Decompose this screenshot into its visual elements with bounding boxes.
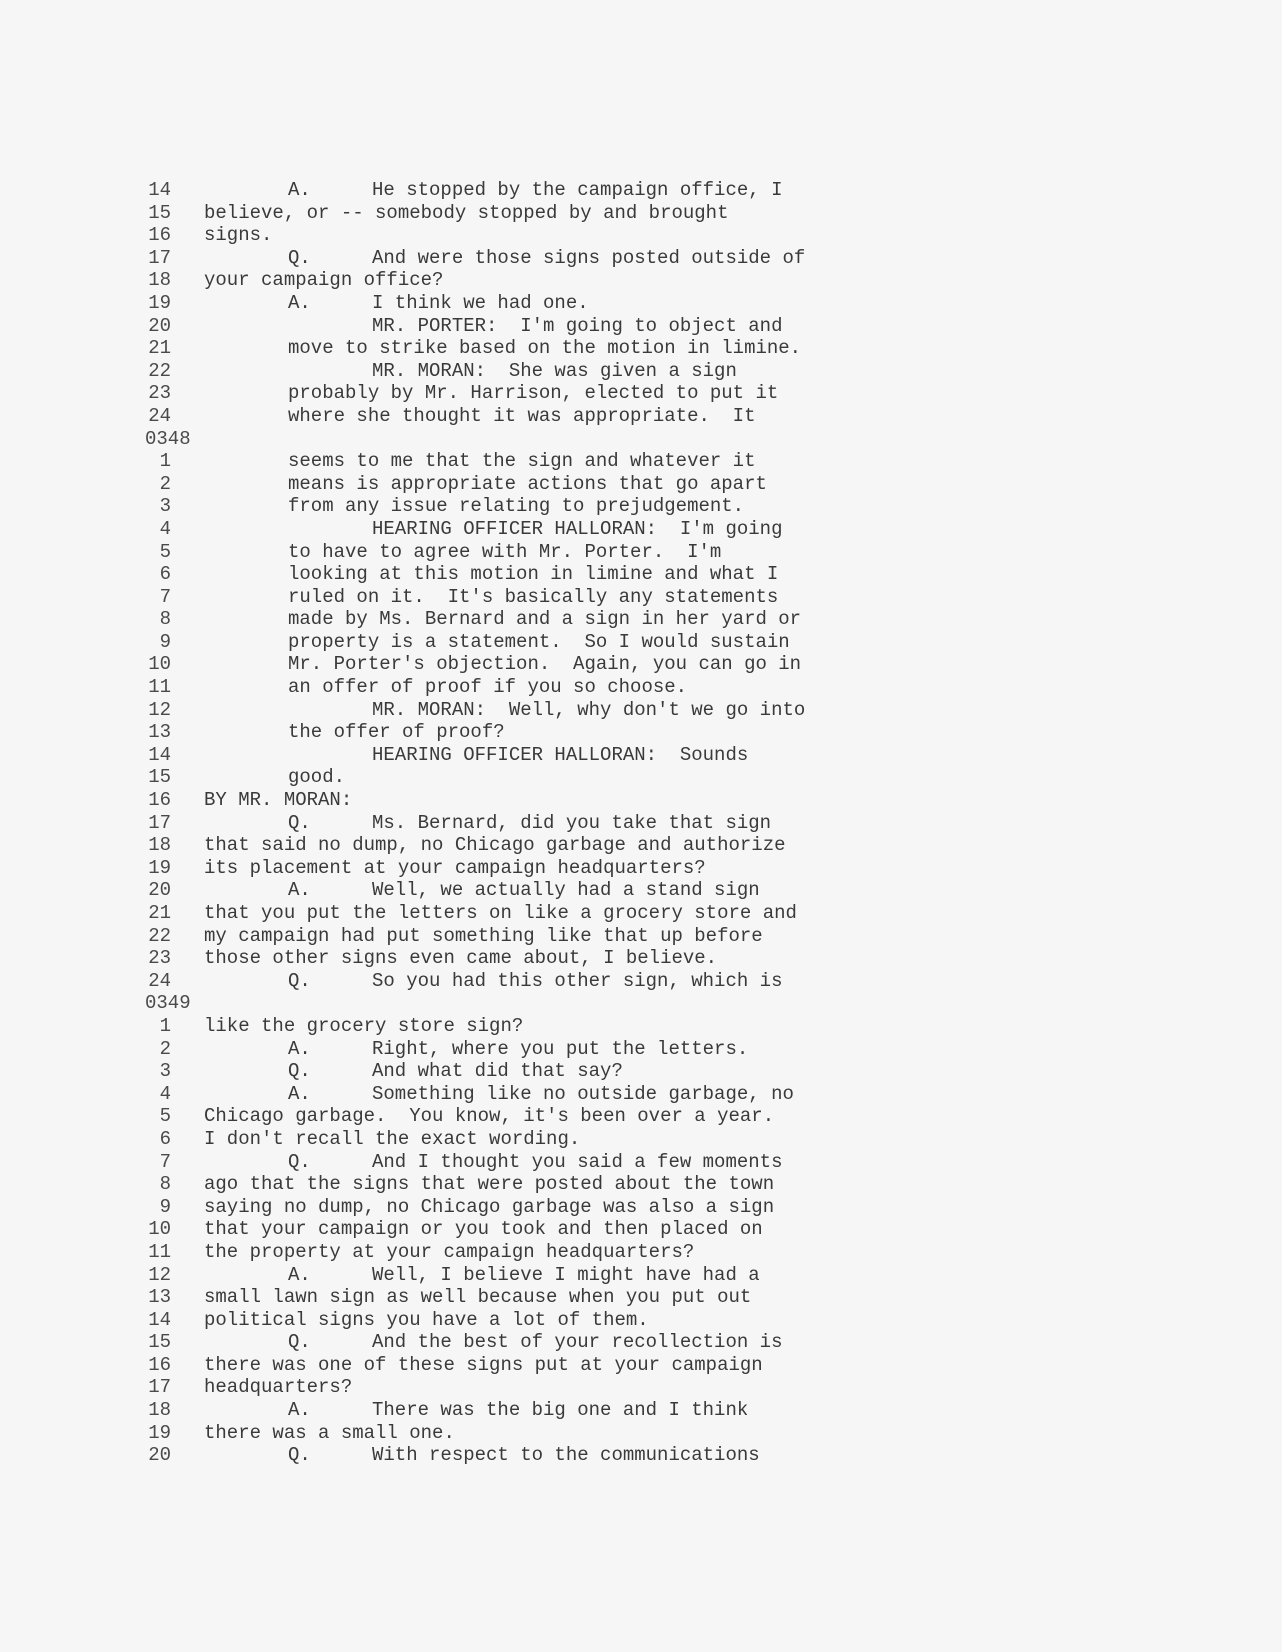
line-number: 18 [148,834,171,857]
line-text: believe, or -- somebody stopped by and brought [204,201,729,224]
colloquy-text: the offer of proof? [288,721,505,744]
line-number: 20 [148,1444,171,1467]
line-text: that your campaign or you took and then placed on [204,1218,763,1241]
transcript-line [145,1083,1145,1106]
line-number: 1 [159,1014,171,1037]
transcript-line [145,925,1145,948]
line-number: 19 [148,856,171,879]
colloquy-text: from any issue relating to prejudgement. [288,495,745,518]
qa-marker: A. [288,879,311,902]
transcript-line [145,337,1145,360]
qa-marker: A. [288,1399,311,1422]
colloquy-text: to have to agree with Mr. Porter. I'm [288,540,722,563]
transcript-line [145,721,1145,744]
colloquy-text: good. [288,766,346,789]
speaker-line-text: MR. MORAN: She was given a sign [372,359,737,382]
line-number: 18 [148,269,171,292]
transcript-line [145,1286,1145,1309]
line-number: 20 [148,879,171,902]
line-text: So you had this other sign, which is [372,969,783,992]
speaker-line-text: MR. PORTER: I'm going to object and [372,314,783,337]
transcript-line [145,1354,1145,1377]
colloquy-text: Mr. Porter's objection. Again, you can go in [288,653,802,676]
line-number: 14 [148,743,171,766]
line-number: 4 [159,517,171,540]
line-text: ago that the signs that were posted about the town [204,1173,775,1196]
line-number: 15 [148,201,171,224]
colloquy-text: ruled on it. It's basically any statements [288,585,779,608]
speaker-line-text: HEARING OFFICER HALLORAN: Sounds [372,743,749,766]
colloquy-text: move to strike based on the motion in limine. [288,337,802,360]
transcript-line [145,879,1145,902]
line-number: 15 [148,766,171,789]
transcript-line [145,382,1145,405]
line-text: Chicago garbage. You know, it's been over a year. [204,1105,775,1128]
line-text: like the grocery store sign? [204,1014,524,1037]
qa-marker: A. [288,1082,311,1105]
line-number: 21 [148,337,171,360]
transcript-line [145,1038,1145,1061]
line-number: 3 [159,495,171,518]
transcript-line [145,1422,1145,1445]
line-number: 20 [148,314,171,337]
line-number: 12 [148,698,171,721]
transcript-line [145,812,1145,835]
line-number: 24 [148,404,171,427]
line-number: 16 [148,1353,171,1376]
transcript-line [145,450,1145,473]
transcript-line [145,1105,1145,1128]
line-number: 6 [159,563,171,586]
line-number: 22 [148,924,171,947]
line-text: And were those signs posted outside of [372,246,806,269]
line-number: 10 [148,1218,171,1241]
line-text: Well, we actually had a stand sign [372,879,760,902]
transcript-line [145,1241,1145,1264]
transcript-line [145,315,1145,338]
qa-marker: Q. [288,246,311,269]
qa-marker: A. [288,179,311,201]
line-number: 17 [148,811,171,834]
colloquy-text: means is appropriate actions that go apart [288,472,767,495]
line-number: 23 [148,947,171,970]
qa-marker: Q. [288,1150,311,1173]
line-number: 11 [148,676,171,699]
line-number: 5 [159,1105,171,1128]
line-text: your campaign office? [204,269,444,292]
colloquy-text: made by Ms. Bernard and a sign in her yard or [288,608,802,631]
page-number: 0349 [145,992,191,1015]
transcript-line [145,563,1145,586]
line-text: With respect to the communications [372,1444,760,1467]
line-number: 14 [148,179,171,201]
transcript-line [145,970,1145,993]
qa-marker: Q. [288,969,311,992]
line-text: And the best of your recollection is [372,1331,783,1354]
transcript-line [145,541,1145,564]
transcript-line [145,902,1145,925]
qa-marker: Q. [288,811,311,834]
transcript-line [145,1399,1145,1422]
line-number: 1 [159,450,171,473]
colloquy-text: where she thought it was appropriate. It [288,404,756,427]
colloquy-text: an offer of proof if you so choose. [288,676,688,699]
transcript-line [145,834,1145,857]
line-text: He stopped by the campaign office, I [372,179,783,201]
colloquy-text: probably by Mr. Harrison, elected to put it [288,382,779,405]
transcript-line [145,202,1145,225]
line-number: 5 [159,540,171,563]
line-number: 24 [148,969,171,992]
line-text: There was the big one and I think [372,1399,749,1422]
line-number: 13 [148,1286,171,1309]
transcript-line [145,744,1145,767]
transcript-line [145,179,1145,202]
qa-marker: A. [288,1037,311,1060]
line-number: 23 [148,382,171,405]
transcript-line [145,1196,1145,1219]
line-number: 16 [148,224,171,247]
transcript-line [145,1060,1145,1083]
line-text: I think we had one. [372,291,589,314]
transcript-line [145,789,1145,812]
transcript-line [145,1309,1145,1332]
transcript-line [145,766,1145,789]
qa-marker: Q. [288,1060,311,1083]
line-text: And what did that say? [372,1060,623,1083]
line-number: 7 [159,585,171,608]
transcript-line [145,292,1145,315]
transcript-line [145,1151,1145,1174]
speaker-line-text: HEARING OFFICER HALLORAN: I'm going [372,517,783,540]
line-text: signs. [204,224,273,247]
line-number: 13 [148,721,171,744]
qa-marker: A. [288,291,311,314]
transcript-line [145,947,1145,970]
line-number: 22 [148,359,171,382]
transcript-line [145,1444,1145,1467]
transcript-line [145,1331,1145,1354]
transcript-line [145,631,1145,654]
line-number: 8 [159,608,171,631]
page-number-line [145,992,1145,1015]
colloquy-text: seems to me that the sign and whatever it [288,450,756,473]
line-number: 9 [159,630,171,653]
transcript-line [145,699,1145,722]
transcript-line [145,269,1145,292]
line-text: there was a small one. [204,1421,455,1444]
line-text: small lawn sign as well because when you put out [204,1286,752,1309]
transcript-line [145,608,1145,631]
transcript-line [145,1376,1145,1399]
line-number: 2 [159,1037,171,1060]
line-number: 14 [148,1308,171,1331]
line-text: the property at your campaign headquarters? [204,1240,695,1263]
line-text: Well, I believe I might have had a [372,1263,760,1286]
transcript-line [145,247,1145,270]
line-number: 9 [159,1195,171,1218]
line-text: Ms. Bernard, did you take that sign [372,811,772,834]
line-text: that said no dump, no Chicago garbage and authorize [204,834,786,857]
transcript-line [145,1264,1145,1287]
line-number: 4 [159,1082,171,1105]
line-number: 10 [148,653,171,676]
qa-marker: Q. [288,1444,311,1467]
line-number: 16 [148,789,171,812]
line-number: 11 [148,1240,171,1263]
speaker-line-text: MR. MORAN: Well, why don't we go into [372,698,806,721]
line-text: BY MR. MORAN: [204,789,353,812]
line-number: 18 [148,1399,171,1422]
line-text: And I thought you said a few moments [372,1150,783,1173]
line-text: my campaign had put something like that up before [204,924,763,947]
line-number: 17 [148,1376,171,1399]
transcript-line [145,1128,1145,1151]
qa-marker: Q. [288,1331,311,1354]
colloquy-text: looking at this motion in limine and what I [288,563,779,586]
transcript-line [145,676,1145,699]
line-number: 12 [148,1263,171,1286]
line-number: 7 [159,1150,171,1173]
transcript-body [145,179,1145,1467]
transcript-line [145,1173,1145,1196]
page-number: 0348 [145,427,191,450]
transcript-line [145,1218,1145,1241]
line-text: that you put the letters on like a grocery store and [204,902,797,924]
page-number-line [145,428,1145,451]
line-text: Right, where you put the letters. [372,1037,749,1060]
line-number: 3 [159,1060,171,1083]
line-text: saying no dump, no Chicago garbage was also a sign [204,1195,775,1218]
line-number: 6 [159,1127,171,1150]
line-text: Something like no outside garbage, no [372,1082,794,1105]
transcript-line [145,857,1145,880]
line-number: 17 [148,246,171,269]
transcript-line [145,360,1145,383]
transcript-line [145,518,1145,541]
transcript-line [145,495,1145,518]
line-text: those other signs even came about, I believe. [204,947,718,970]
line-text: headquarters? [204,1376,353,1399]
line-text: I don't recall the exact wording. [204,1127,581,1150]
line-number: 15 [148,1331,171,1354]
line-number: 21 [148,902,171,924]
transcript-line [145,653,1145,676]
line-number: 19 [148,291,171,314]
line-number: 2 [159,472,171,495]
transcript-line [145,586,1145,609]
line-text: there was one of these signs put at your campaign [204,1353,763,1376]
qa-marker: A. [288,1263,311,1286]
line-text: political signs you have a lot of them. [204,1308,649,1331]
line-text: its placement at your campaign headquarters? [204,856,706,879]
transcript-line [145,1015,1145,1038]
transcript-line [145,405,1145,428]
colloquy-text: property is a statement. So I would sustain [288,630,790,653]
line-number: 19 [148,1421,171,1444]
transcript-line [145,473,1145,496]
line-number: 8 [159,1173,171,1196]
transcript-line [145,224,1145,247]
